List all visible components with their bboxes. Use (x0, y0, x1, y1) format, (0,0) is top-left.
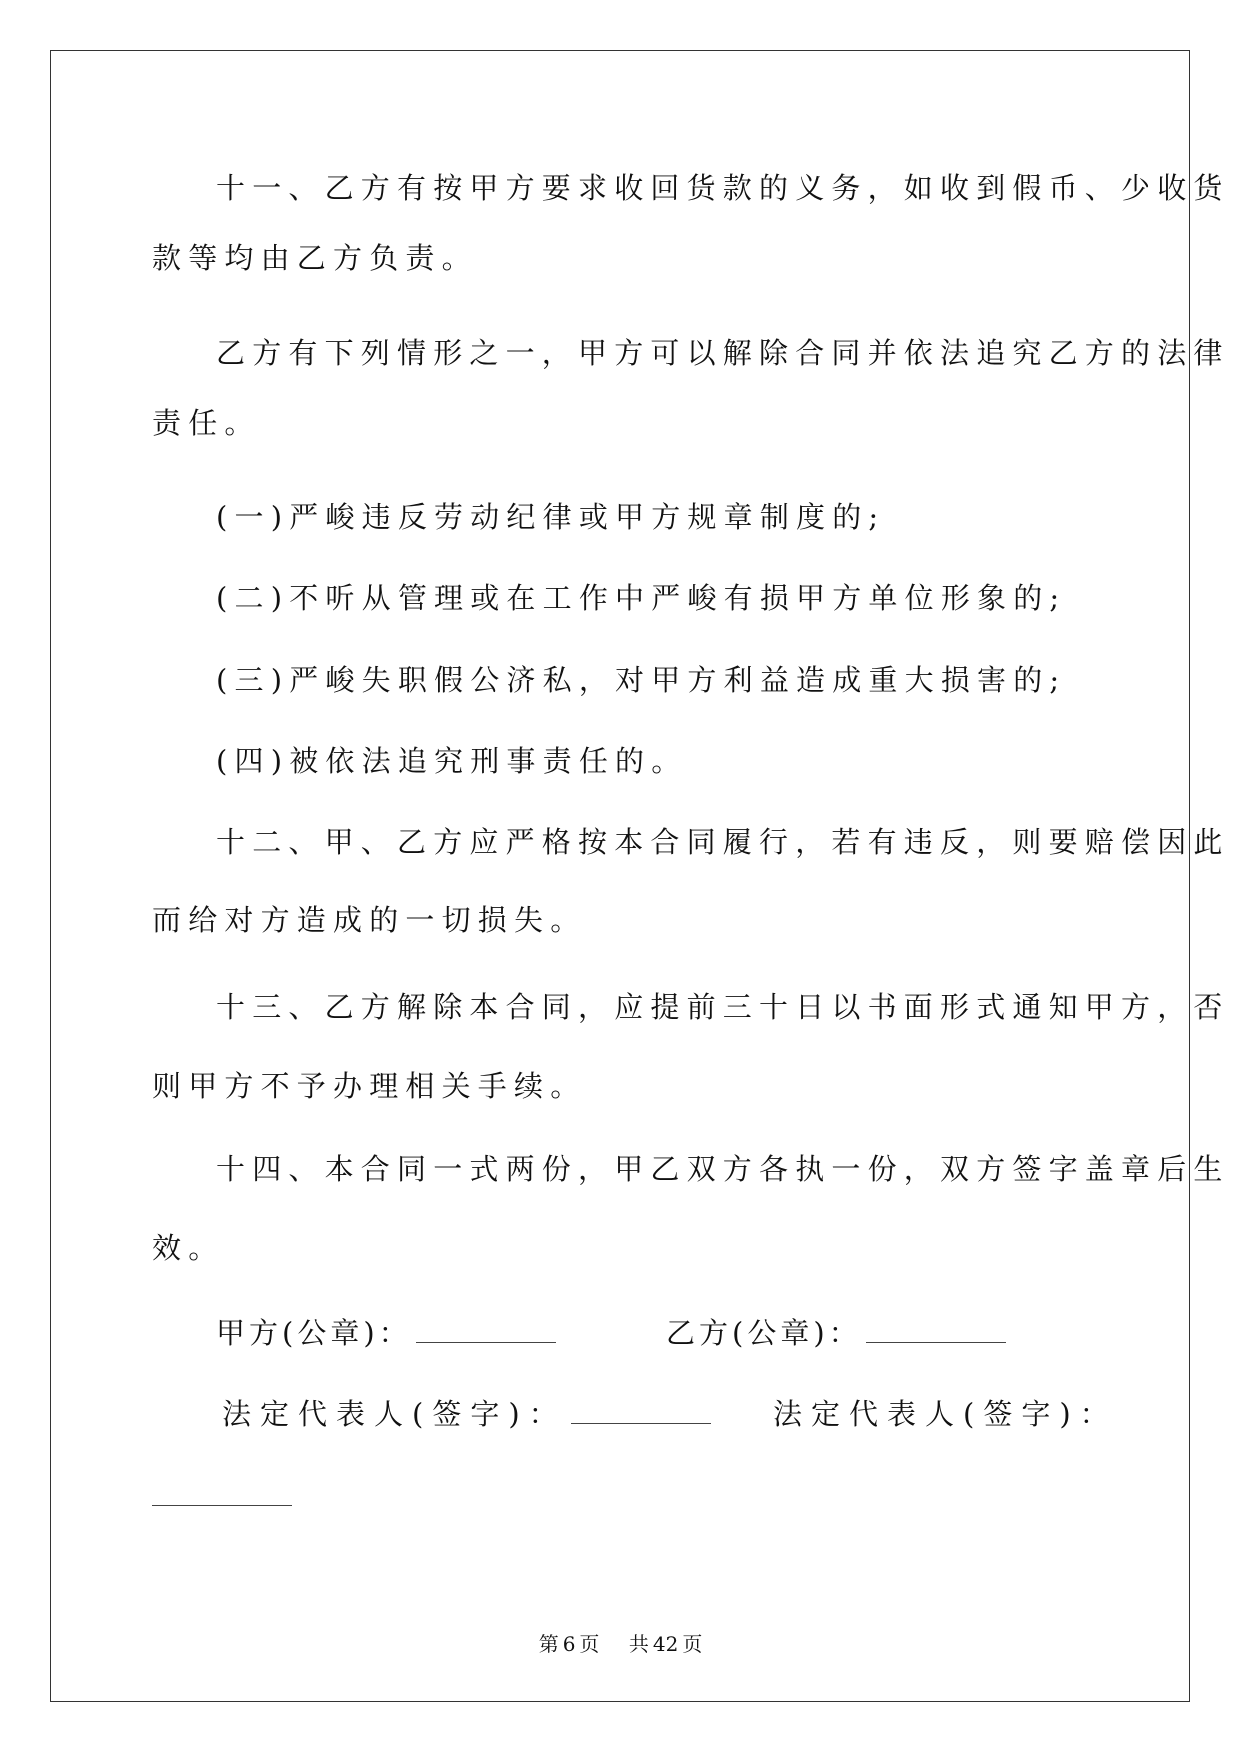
page-footer (0, 1628, 1241, 1657)
party-b-rep-label: 法定代表人(签字)： (773, 1397, 1118, 1431)
paragraph-line: (一)严峻违反劳动纪律或甲方规章制度的; (216, 500, 886, 534)
total-suffix: 页 (682, 1632, 703, 1656)
page-label-prefix: 第 (538, 1632, 559, 1656)
party-a-rep-blank (571, 1399, 711, 1424)
paragraph-line: 责任。 (152, 406, 261, 440)
party-a-rep-label: 法定代表人(签字)： (222, 1397, 567, 1431)
paragraph-line: 款等均由乙方负责。 (152, 241, 478, 275)
page-border (50, 50, 1190, 1702)
paragraph-line: (三)严峻失职假公济私，对甲方利益造成重大损害的; (216, 663, 1067, 697)
paragraph-line: 十四、本合同一式两份，甲乙双方各执一份，双方签字盖章后生 (216, 1152, 1230, 1186)
party-a-seal (216, 1313, 556, 1353)
party-a-seal-blank (416, 1318, 556, 1343)
party-a-rep (222, 1394, 711, 1434)
party-b-seal-label: 乙方(公章)： (666, 1316, 862, 1350)
total-prefix: 共 (628, 1632, 649, 1656)
party-a-seal-label: 甲方(公章)： (216, 1316, 412, 1350)
paragraph-line: 十二、甲、乙方应严格按本合同履行，若有违反，则要赔偿因此 (216, 825, 1230, 859)
page-label-suffix: 页 (579, 1632, 600, 1656)
party-b-rep (773, 1394, 1118, 1434)
paragraph-line: 乙方有下列情形之一，甲方可以解除合同并依法追究乙方的法律 (216, 336, 1230, 370)
paragraph-line: 十三、乙方解除本合同，应提前三十日以书面形式通知甲方，否 (216, 990, 1230, 1024)
party-b-rep-blank (152, 1505, 292, 1506)
page-number: 6 (562, 1632, 576, 1656)
paragraph-line: (二)不听从管理或在工作中严峻有损甲方单位形象的; (216, 581, 1067, 615)
party-b-seal (666, 1313, 1006, 1353)
party-b-seal-blank (866, 1318, 1006, 1343)
paragraph-line: 则甲方不予办理相关手续。 (152, 1069, 587, 1103)
paragraph-line: (四)被依法追究刑事责任的。 (216, 744, 688, 778)
paragraph-line: 而给对方造成的一切损失。 (152, 903, 587, 937)
paragraph-line: 十一、乙方有按甲方要求收回货款的义务，如收到假币、少收货 (216, 171, 1230, 205)
total-pages: 42 (652, 1632, 679, 1656)
paragraph-line: 效。 (152, 1231, 225, 1265)
